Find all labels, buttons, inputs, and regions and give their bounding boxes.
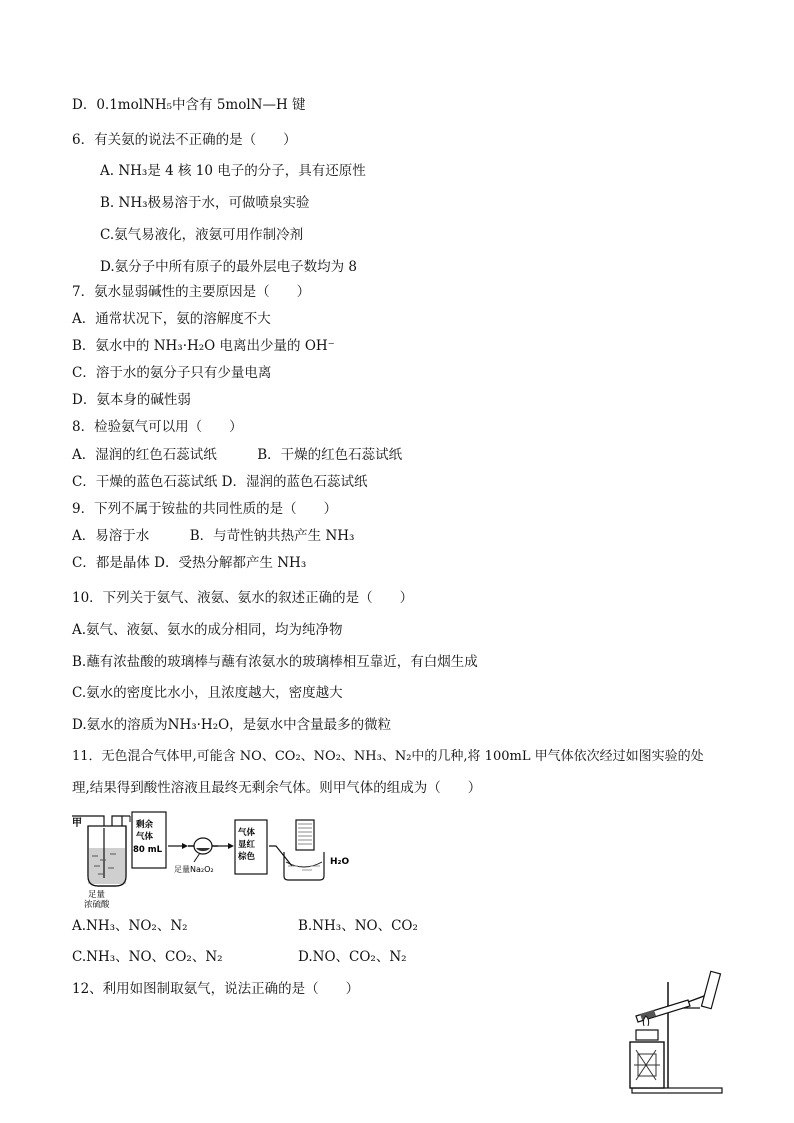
question-11-stem-line-2: 理,结果得到酸性溶液且最终无剩余气体。则甲气体的组成为（ ） xyxy=(72,780,482,796)
bottle-label-1: 足量 xyxy=(88,890,106,900)
sodium-peroxide-tube xyxy=(188,838,218,862)
arrow-1-icon xyxy=(168,843,188,849)
question-7-option-d: D．氨本身的碱性弱 xyxy=(72,392,191,408)
question-9-options-cd: C．都是晶体 D．受热分解都产生 NH₃ xyxy=(72,555,307,571)
question-6-option-c: C.氨气易液化，液氨可用作制冷剂 xyxy=(100,227,304,243)
question-11-stem-line-1: 11．无色混合气体甲,可能含 NO、CO₂、NO₂、NH₃、N₂中的几种,将 100mL 甲气体依次经过如图实验的处 xyxy=(72,749,704,764)
question-11-option-d: D.NO、CO₂、N₂ xyxy=(298,949,407,965)
question-10-option-c: C.氨水的密度比水小，且浓度越大，密度越大 xyxy=(72,685,343,701)
box2-line-3: 棕色 xyxy=(238,852,256,862)
box2-line-2: 显红 xyxy=(238,840,256,850)
question-7-option-a: A．通常状况下，氨的溶解度不大 xyxy=(72,311,271,327)
question-9-stem: 9．下列不属于铵盐的共同性质的是（ ） xyxy=(72,501,338,517)
question-7-option-c: C．溶于水的氨分子只有少量电离 xyxy=(72,365,272,381)
water-trough xyxy=(269,820,324,880)
question-10-option-b: B.蘸有浓盐酸的玻璃棒与蘸有浓氨水的玻璃棒相互靠近，有白烟生成 xyxy=(72,654,478,670)
question-10-stem: 10．下列关于氨气、液氨、氨水的叙述正确的是（ ） xyxy=(72,590,414,606)
sulfuric-acid-bottle xyxy=(88,826,126,886)
question-8-options-ab: A．湿润的红色石蕊试纸 B．干燥的红色石蕊试纸 xyxy=(72,447,403,463)
gas-treatment-diagram xyxy=(70,808,370,908)
reagent-label: 足量Na₂O₂ xyxy=(174,865,214,874)
box1-line-2: 气体 xyxy=(136,832,154,842)
gas-label: 甲 xyxy=(72,818,82,829)
question-7-stem: 7．氨水显弱碱性的主要原因是（ ） xyxy=(72,284,311,300)
question-11-option-b: B.NH₃、NO、CO₂ xyxy=(298,918,418,934)
question-10-option-d: D.氨水的溶质为NH₃·H₂O，是氨水中含量最多的微粒 xyxy=(72,717,392,733)
water-label: H₂O xyxy=(330,857,350,867)
question-8-options-cd: C．干燥的蓝色石蕊试纸 D．湿润的蓝色石蕊试纸 xyxy=(72,474,368,490)
question-6-option-b: B. NH₃极易溶于水，可做喷泉实验 xyxy=(100,195,310,211)
ammonia-apparatus-diagram xyxy=(620,970,730,1095)
question-9-options-ab: A．易溶于水 B．与苛性钠共热产生 NH₃ xyxy=(72,528,355,544)
question-10-option-a: A.氨气、液氨、氨水的成分相同，均为纯净物 xyxy=(72,622,343,638)
arrow-2-icon xyxy=(218,843,234,849)
bottle-label-2: 浓硫酸 xyxy=(84,900,110,908)
box1-line-1: 剩余 xyxy=(136,820,154,830)
question-11-option-c: C.NH₃、NO、CO₂、N₂ xyxy=(72,949,223,965)
question-8-stem: 8．检验氨气可以用（ ） xyxy=(72,419,243,435)
question-6-option-d: D.氨分子中所有原子的最外层电子数均为 8 xyxy=(100,259,358,275)
box2-line-1: 气体 xyxy=(238,828,256,838)
question-6-option-a: A. NH₃是 4 核 10 电子的分子，具有还原性 xyxy=(100,163,366,179)
box1-line-3: 80 mL xyxy=(133,845,163,855)
question-6-stem: 6．有关氨的说法不正确的是（ ） xyxy=(72,132,297,148)
question-5-option-d: D．0.1molNH₅中含有 5molN—H 键 xyxy=(72,97,306,113)
question-12-stem: 12、利用如图制取氨气，说法正确的是（ ） xyxy=(72,981,360,997)
question-11-option-a: A.NH₃、NO₂、N₂ xyxy=(72,918,188,934)
question-7-option-b: B．氨水中的 NH₃·H₂O 电离出少量的 OH⁻ xyxy=(72,338,335,354)
